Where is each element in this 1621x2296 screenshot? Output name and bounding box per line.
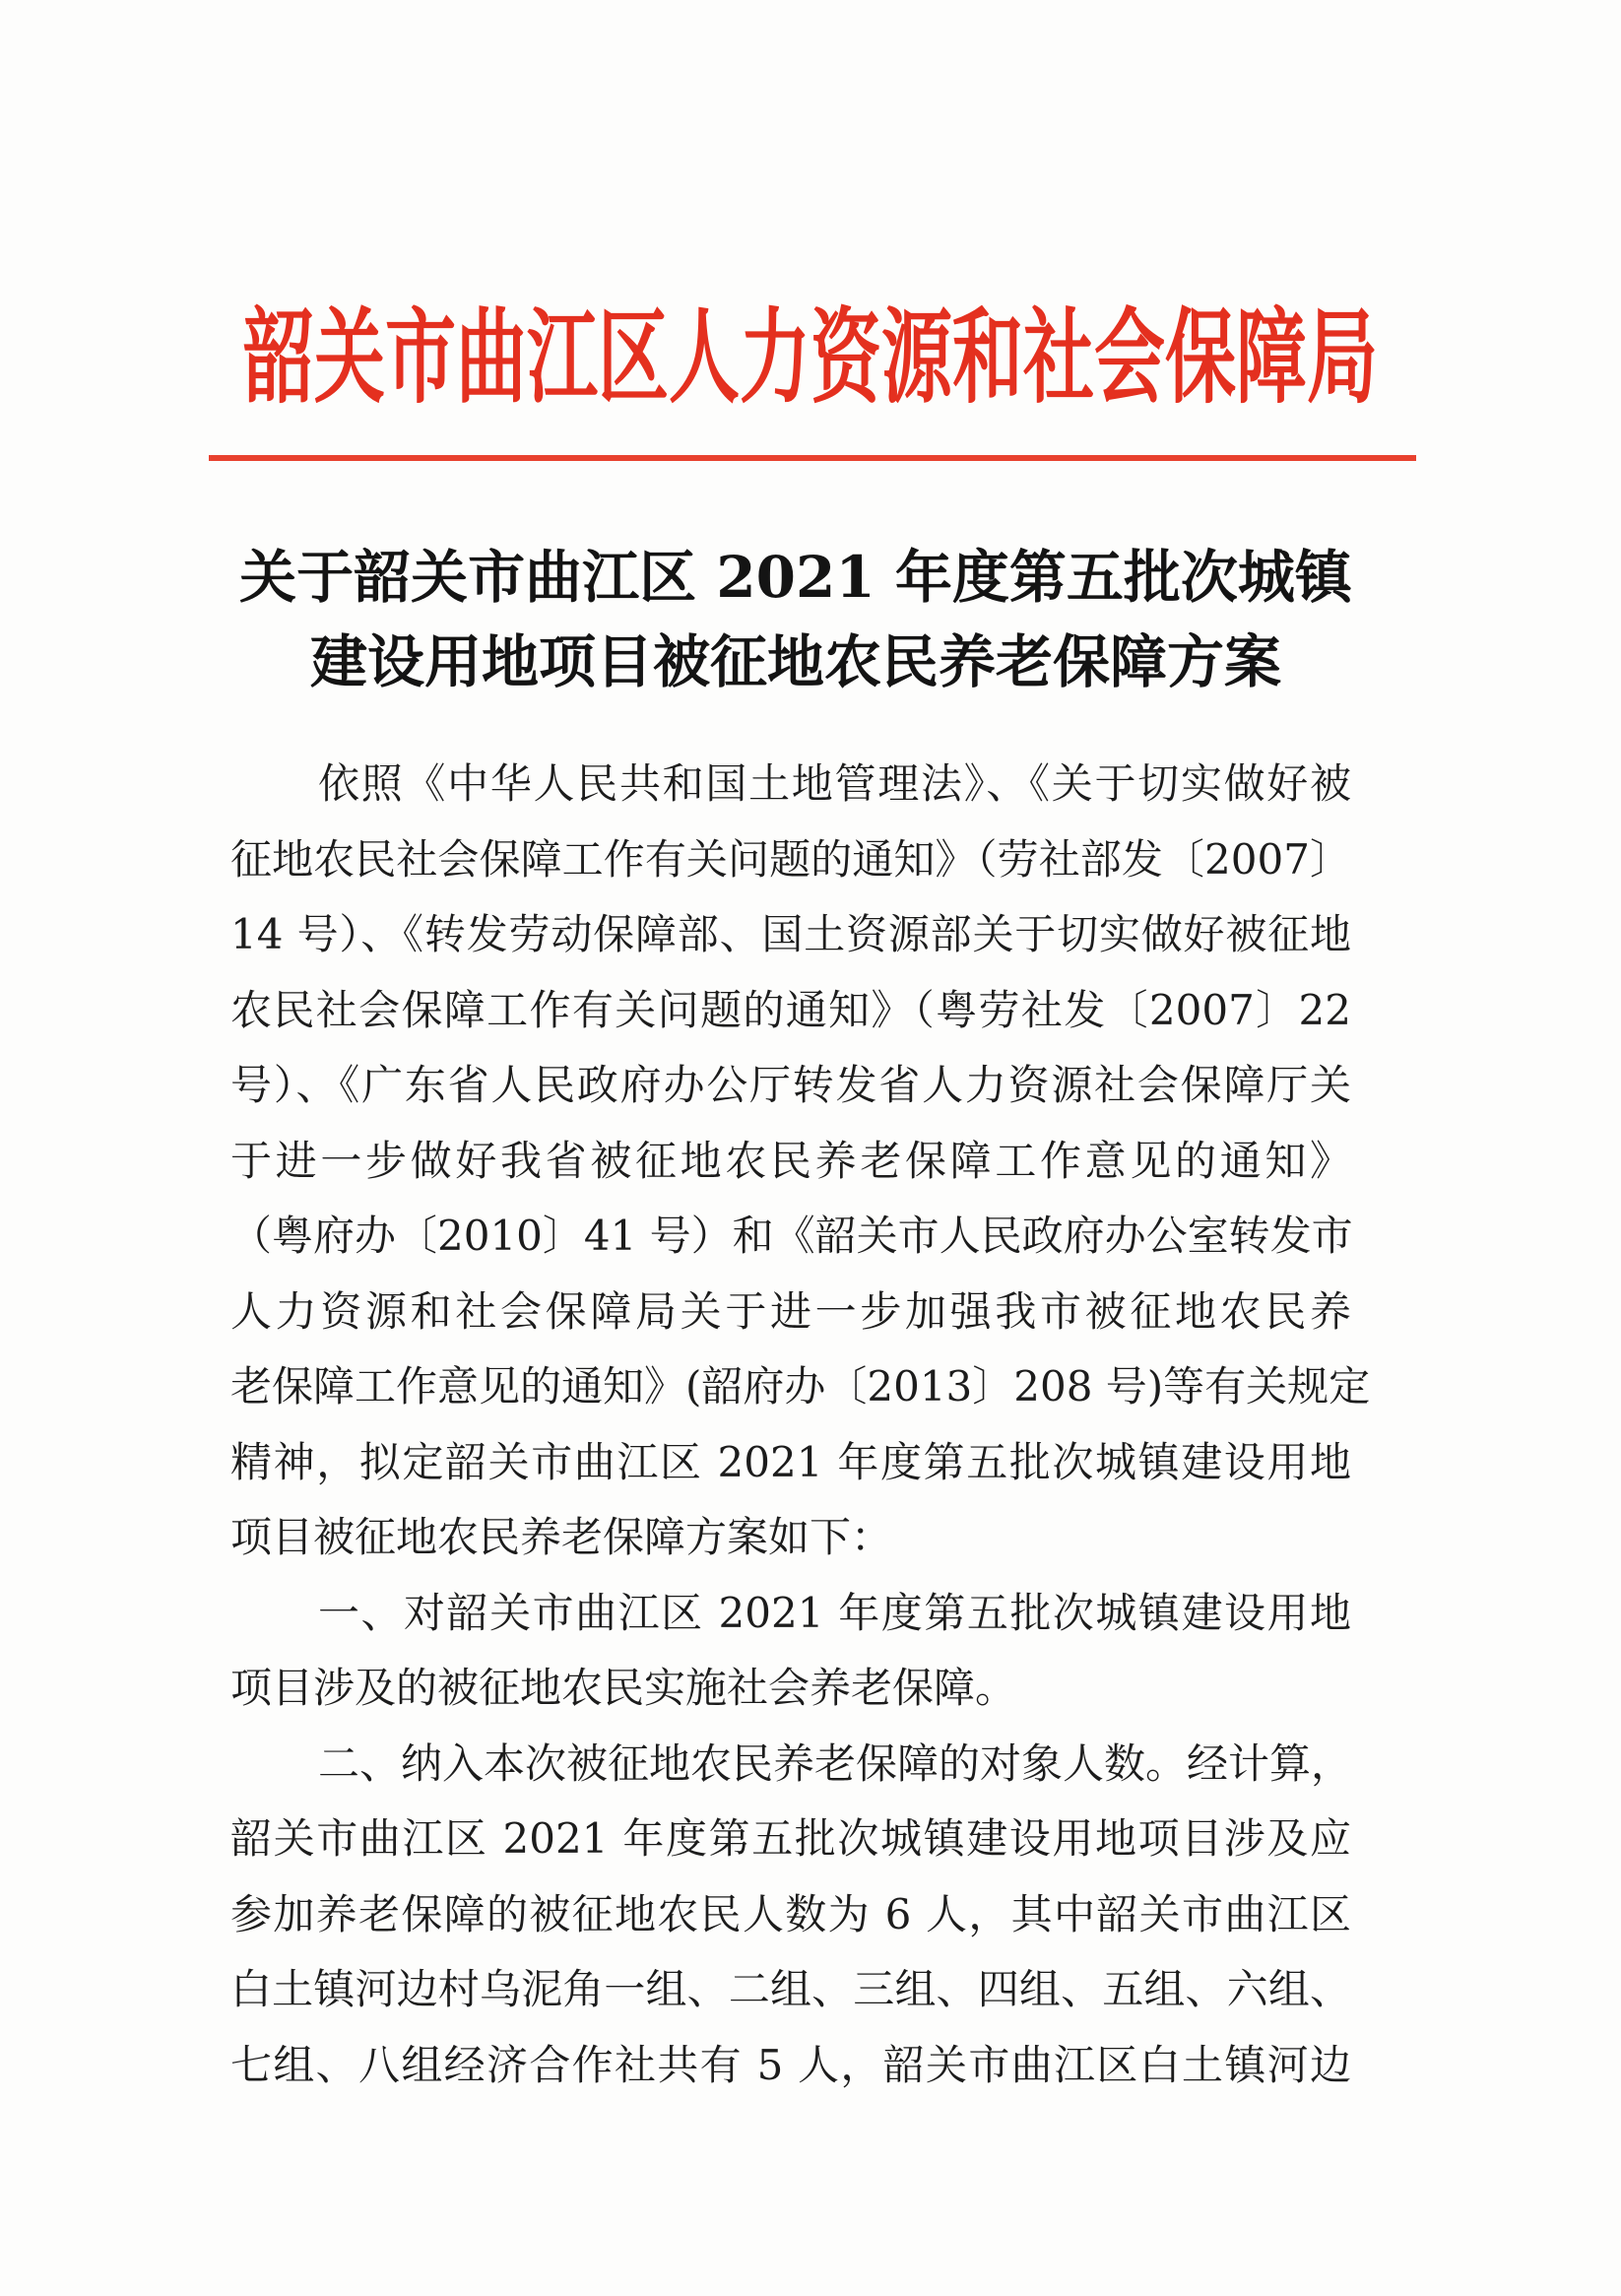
paragraph-item-1 (230, 1576, 1351, 1727)
text-line: 依照《中华人民共和国土地管理法》、《关于切实做好被 (318, 759, 1351, 808)
text-line: 号）、《广东省人民政府办公厅转发省人力资源社会保障厅关 (230, 1061, 1351, 1109)
text-line: 二、纳入本次被征地农民养老保障的对象人数。经计算， (318, 1738, 1353, 1788)
title-line-2: 建设用地项目被征地农民养老保障方案 (309, 628, 1281, 695)
text-line: 精神，拟定韶关市曲江区 2021 年度第五批次城镇建设用地 (230, 1437, 1351, 1486)
text-line: 项目被征地农民养老保障方案如下： (230, 1513, 893, 1561)
text-line: 征地农民社会保障工作有关问题的通知》（劳社部发〔2007〕 (230, 834, 1351, 884)
text-line: 农民社会保障工作有关问题的通知》（粤劳社发〔2007〕22 (230, 985, 1351, 1034)
text-line: 人力资源和社会保障局关于进一步加强我市被征地农民养 (230, 1286, 1351, 1336)
text-line: 参加养老保障的被征地农民人数为 6 人，其中韶关市曲江区 (230, 1889, 1351, 1938)
text-line: （粤府办〔2010〕41 号）和《韶关市人民政府办公室转发市 (230, 1212, 1353, 1260)
text-line: 于进一步做好我省被征地农民养老保障工作意见的通知》 (230, 1136, 1351, 1185)
text-line: 项目涉及的被征地农民实施社会养老保障。 (230, 1664, 1017, 1712)
title-line-1: 关于韶关市曲江区 2021 年度第五批次城镇 (239, 544, 1352, 611)
text-line: 韶关市曲江区 2021 年度第五批次城镇建设用地项目涉及应 (230, 1814, 1351, 1863)
document-title (0, 535, 1591, 704)
letterhead (0, 297, 1621, 418)
letterhead-red-rule (209, 455, 1416, 461)
document-body (230, 747, 1371, 2103)
paragraph-basis (230, 747, 1371, 1576)
text-line: 七组、八组经济合作社共有 5 人，韶关市曲江区白土镇河边 (230, 2040, 1351, 2089)
agency-name: 韶关市曲江区人力资源和社会保障局 (242, 297, 1378, 418)
text-line: 白土镇河边村乌泥角一组、二组、三组、四组、五组、六组、 (230, 1965, 1351, 2013)
text-line: 14 号）、《转发劳动保障部、国土资源部关于切实做好被征地 (230, 910, 1351, 958)
paragraph-item-2 (230, 1727, 1351, 2104)
text-line: 老保障工作意见的通知》(韶府办〔2013〕208 号)等有关规定 (230, 1362, 1371, 1410)
text-line: 一、对韶关市曲江区 2021 年度第五批次城镇建设用地 (318, 1588, 1351, 1637)
